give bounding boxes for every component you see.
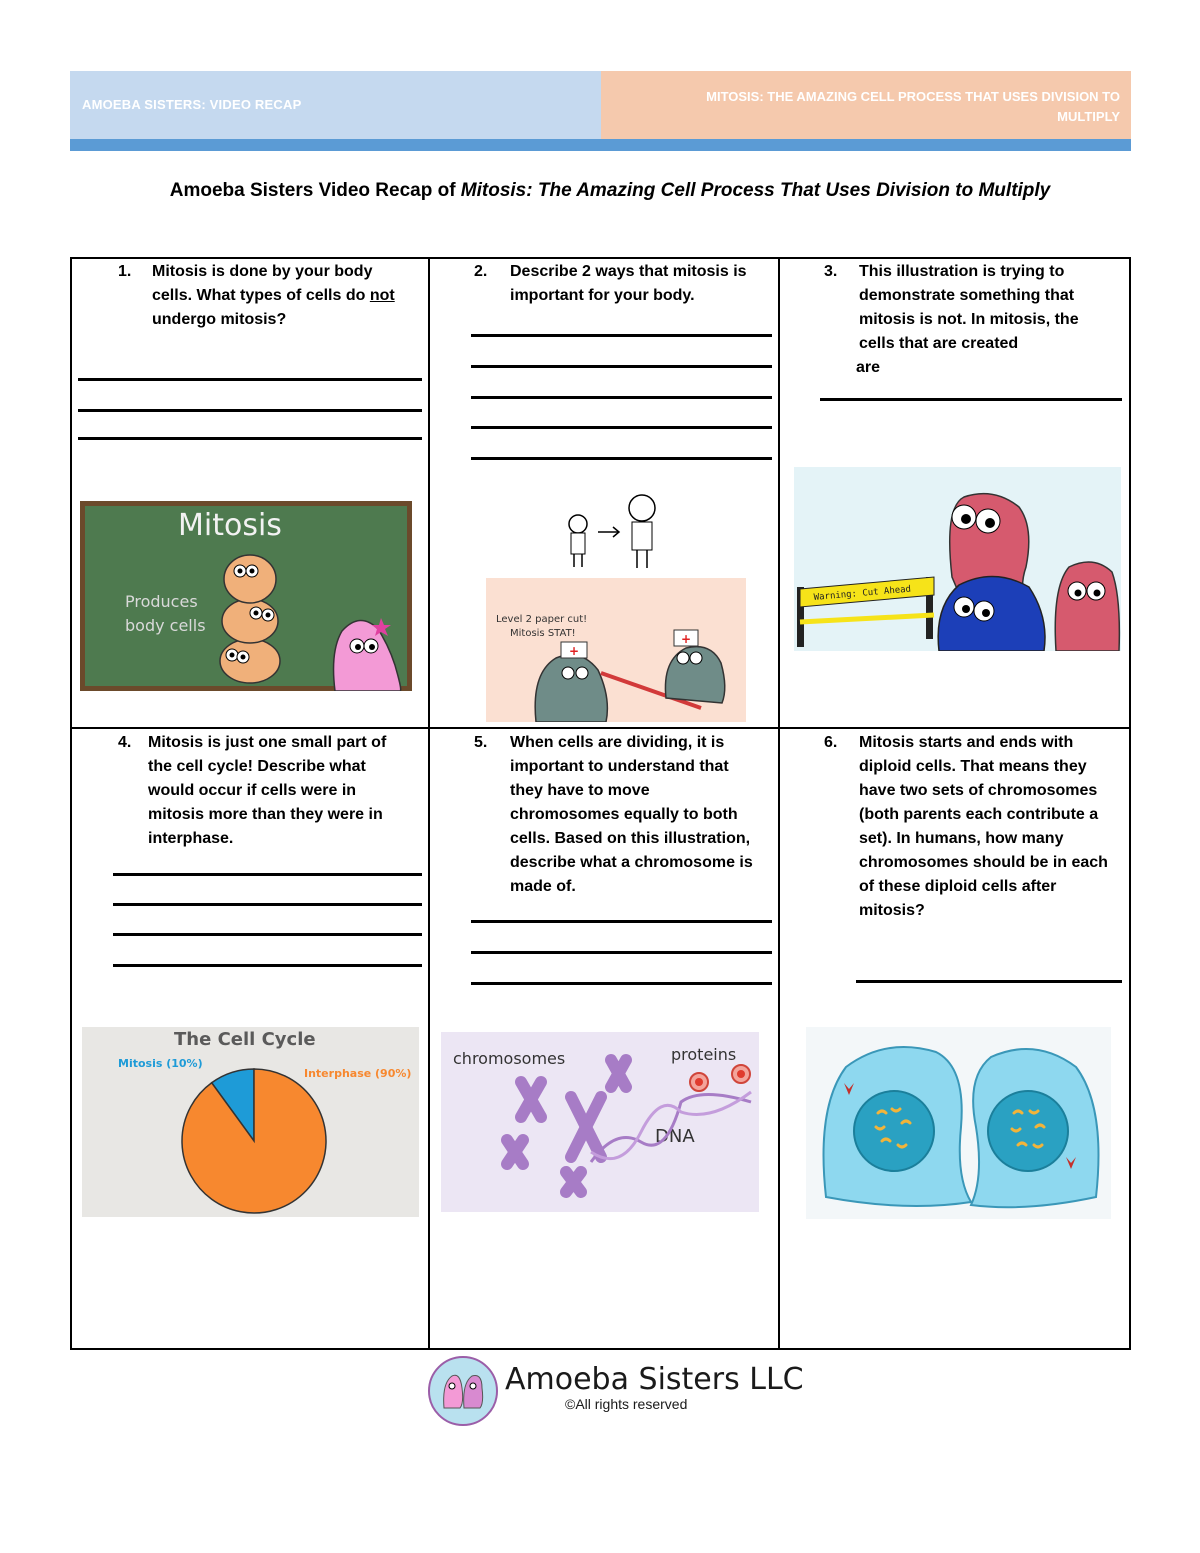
question-6-line7: of these diploid cells after bbox=[859, 878, 1057, 895]
question-3-line4: cells that are created bbox=[859, 335, 1019, 352]
chromosome-label: chromosomes bbox=[453, 1049, 566, 1068]
question-5-line6: describe what a chromosome is bbox=[510, 854, 753, 871]
svg-text:+: + bbox=[569, 644, 580, 658]
answer-line-5c[interactable] bbox=[471, 982, 772, 985]
header-left-title: AMOEBA SISTERS: VIDEO RECAP bbox=[82, 97, 302, 112]
question-6-line5: set). In humans, how many bbox=[859, 830, 1064, 847]
answer-line-4d[interactable] bbox=[113, 964, 422, 967]
answer-line-5b[interactable] bbox=[471, 951, 772, 954]
question-2-line1: Describe 2 ways that mitosis is bbox=[510, 263, 747, 280]
chalkboard-line2: body cells bbox=[125, 616, 206, 635]
question-3-line3: mitosis is not. In mitosis, the bbox=[859, 311, 1079, 328]
chromosome-image bbox=[441, 1032, 759, 1212]
answer-line-3[interactable] bbox=[820, 398, 1122, 401]
growth-sketch-image bbox=[560, 492, 670, 570]
answer-line-4a[interactable] bbox=[113, 873, 422, 876]
question-3-line5: are bbox=[856, 359, 881, 376]
question-6-number: 6. bbox=[824, 734, 838, 751]
chalkboard-image bbox=[80, 501, 412, 691]
question-2-number: 2. bbox=[474, 263, 488, 280]
chart-label-interphase: Interphase (90%) bbox=[304, 1067, 412, 1080]
header-right-title bbox=[660, 87, 1120, 127]
dna-label: DNA bbox=[655, 1126, 695, 1147]
diploid-cells-image bbox=[806, 1027, 1111, 1219]
question-5-line4: chromosomes equally to both bbox=[510, 806, 738, 823]
question-3-line1: This illustration is trying to bbox=[859, 263, 1065, 280]
chalkboard-title: Mitosis bbox=[178, 508, 282, 543]
answer-line-4c[interactable] bbox=[113, 933, 422, 936]
question-4-line4: mitosis more than they were in bbox=[148, 806, 383, 823]
question-5-line5: cells. Based on this illustration, bbox=[510, 830, 751, 847]
footer-rights: ©All rights reserved bbox=[565, 1396, 688, 1412]
question-3-line2: demonstrate something that bbox=[859, 287, 1075, 304]
header-accent-bar bbox=[70, 139, 1131, 151]
question-2-line2: important for your body. bbox=[510, 287, 695, 304]
question-6-line4: (both parents each contribute a bbox=[859, 806, 1099, 823]
papercut-line1: Level 2 paper cut! bbox=[496, 614, 588, 625]
question-5-line7: made of. bbox=[510, 878, 576, 895]
question-5-line2: important to understand that bbox=[510, 758, 729, 775]
question-4-line2: the cell cycle! Describe what bbox=[148, 758, 366, 775]
question-6-line6: chromosomes should be in each bbox=[859, 854, 1108, 871]
answer-line-2d[interactable] bbox=[471, 426, 772, 429]
question-3-number: 3. bbox=[824, 263, 838, 280]
page-title-prefix: Amoeba Sisters Video Recap of bbox=[169, 180, 461, 201]
warning-sign-text: Warning: Cut Ahead bbox=[813, 584, 912, 603]
question-1-line2: cells. What types of cells do not bbox=[152, 287, 395, 304]
papercut-image bbox=[486, 578, 746, 722]
question-1-line3: undergo mitosis? bbox=[152, 311, 287, 328]
question-6-line8: mitosis? bbox=[859, 902, 925, 919]
question-4-line3: would occur if cells were in bbox=[148, 782, 357, 799]
answer-line-2c[interactable] bbox=[471, 396, 772, 399]
header-right-line2: MULTIPLY bbox=[1057, 109, 1120, 124]
chart-title: The Cell Cycle bbox=[174, 1029, 316, 1050]
question-4-number: 4. bbox=[118, 734, 132, 751]
cell-cycle-chart bbox=[82, 1027, 419, 1217]
question-4-line5: interphase. bbox=[148, 830, 234, 847]
answer-line-1b[interactable] bbox=[78, 409, 422, 412]
question-5-line1: When cells are dividing, it is bbox=[510, 734, 725, 751]
pie-slices bbox=[182, 1069, 326, 1213]
answer-line-1c[interactable] bbox=[78, 437, 422, 440]
amoeba-sisters-logo bbox=[428, 1356, 498, 1426]
question-6-line2: diploid cells. That means they bbox=[859, 758, 1087, 775]
question-4-line1: Mitosis is just one small part of bbox=[148, 734, 387, 751]
header-right-line1: MITOSIS: THE AMAZING CELL PROCESS THAT USES DIVISION TO bbox=[706, 89, 1120, 104]
answer-line-6[interactable] bbox=[856, 980, 1122, 983]
question-5-number: 5. bbox=[474, 734, 488, 751]
page-title-italic: Mitosis: The Amazing Cell Process That Uses Division to Multiply bbox=[460, 180, 1051, 201]
column-divider-2 bbox=[778, 257, 780, 1350]
question-6-line3: have two sets of chromosomes bbox=[859, 782, 1098, 799]
papercut-line2: Mitosis STAT! bbox=[510, 628, 576, 639]
answer-line-1a[interactable] bbox=[78, 378, 422, 381]
answer-line-2a[interactable] bbox=[471, 334, 772, 337]
footer-company-name: Amoeba Sisters LLC bbox=[505, 1362, 804, 1397]
chart-label-mitosis: Mitosis (10%) bbox=[118, 1057, 203, 1070]
row-divider bbox=[70, 727, 1131, 729]
page-title bbox=[70, 180, 1150, 202]
answer-line-2b[interactable] bbox=[471, 365, 772, 368]
question-5-line3: they have to move bbox=[510, 782, 650, 799]
warning-cut-image bbox=[794, 467, 1121, 651]
column-divider-1 bbox=[428, 257, 430, 1350]
svg-text:+: + bbox=[681, 632, 692, 646]
chalkboard-line1: Produces bbox=[125, 592, 198, 611]
answer-line-4b[interactable] bbox=[113, 903, 422, 906]
proteins-label: proteins bbox=[671, 1045, 737, 1064]
answer-line-2e[interactable] bbox=[471, 457, 772, 460]
question-6-line1: Mitosis starts and ends with bbox=[859, 734, 1074, 751]
question-1-number: 1. bbox=[118, 263, 132, 280]
pie-slice-interphase bbox=[182, 1069, 326, 1213]
question-1-line1: Mitosis is done by your body bbox=[152, 263, 373, 280]
answer-line-5a[interactable] bbox=[471, 920, 772, 923]
